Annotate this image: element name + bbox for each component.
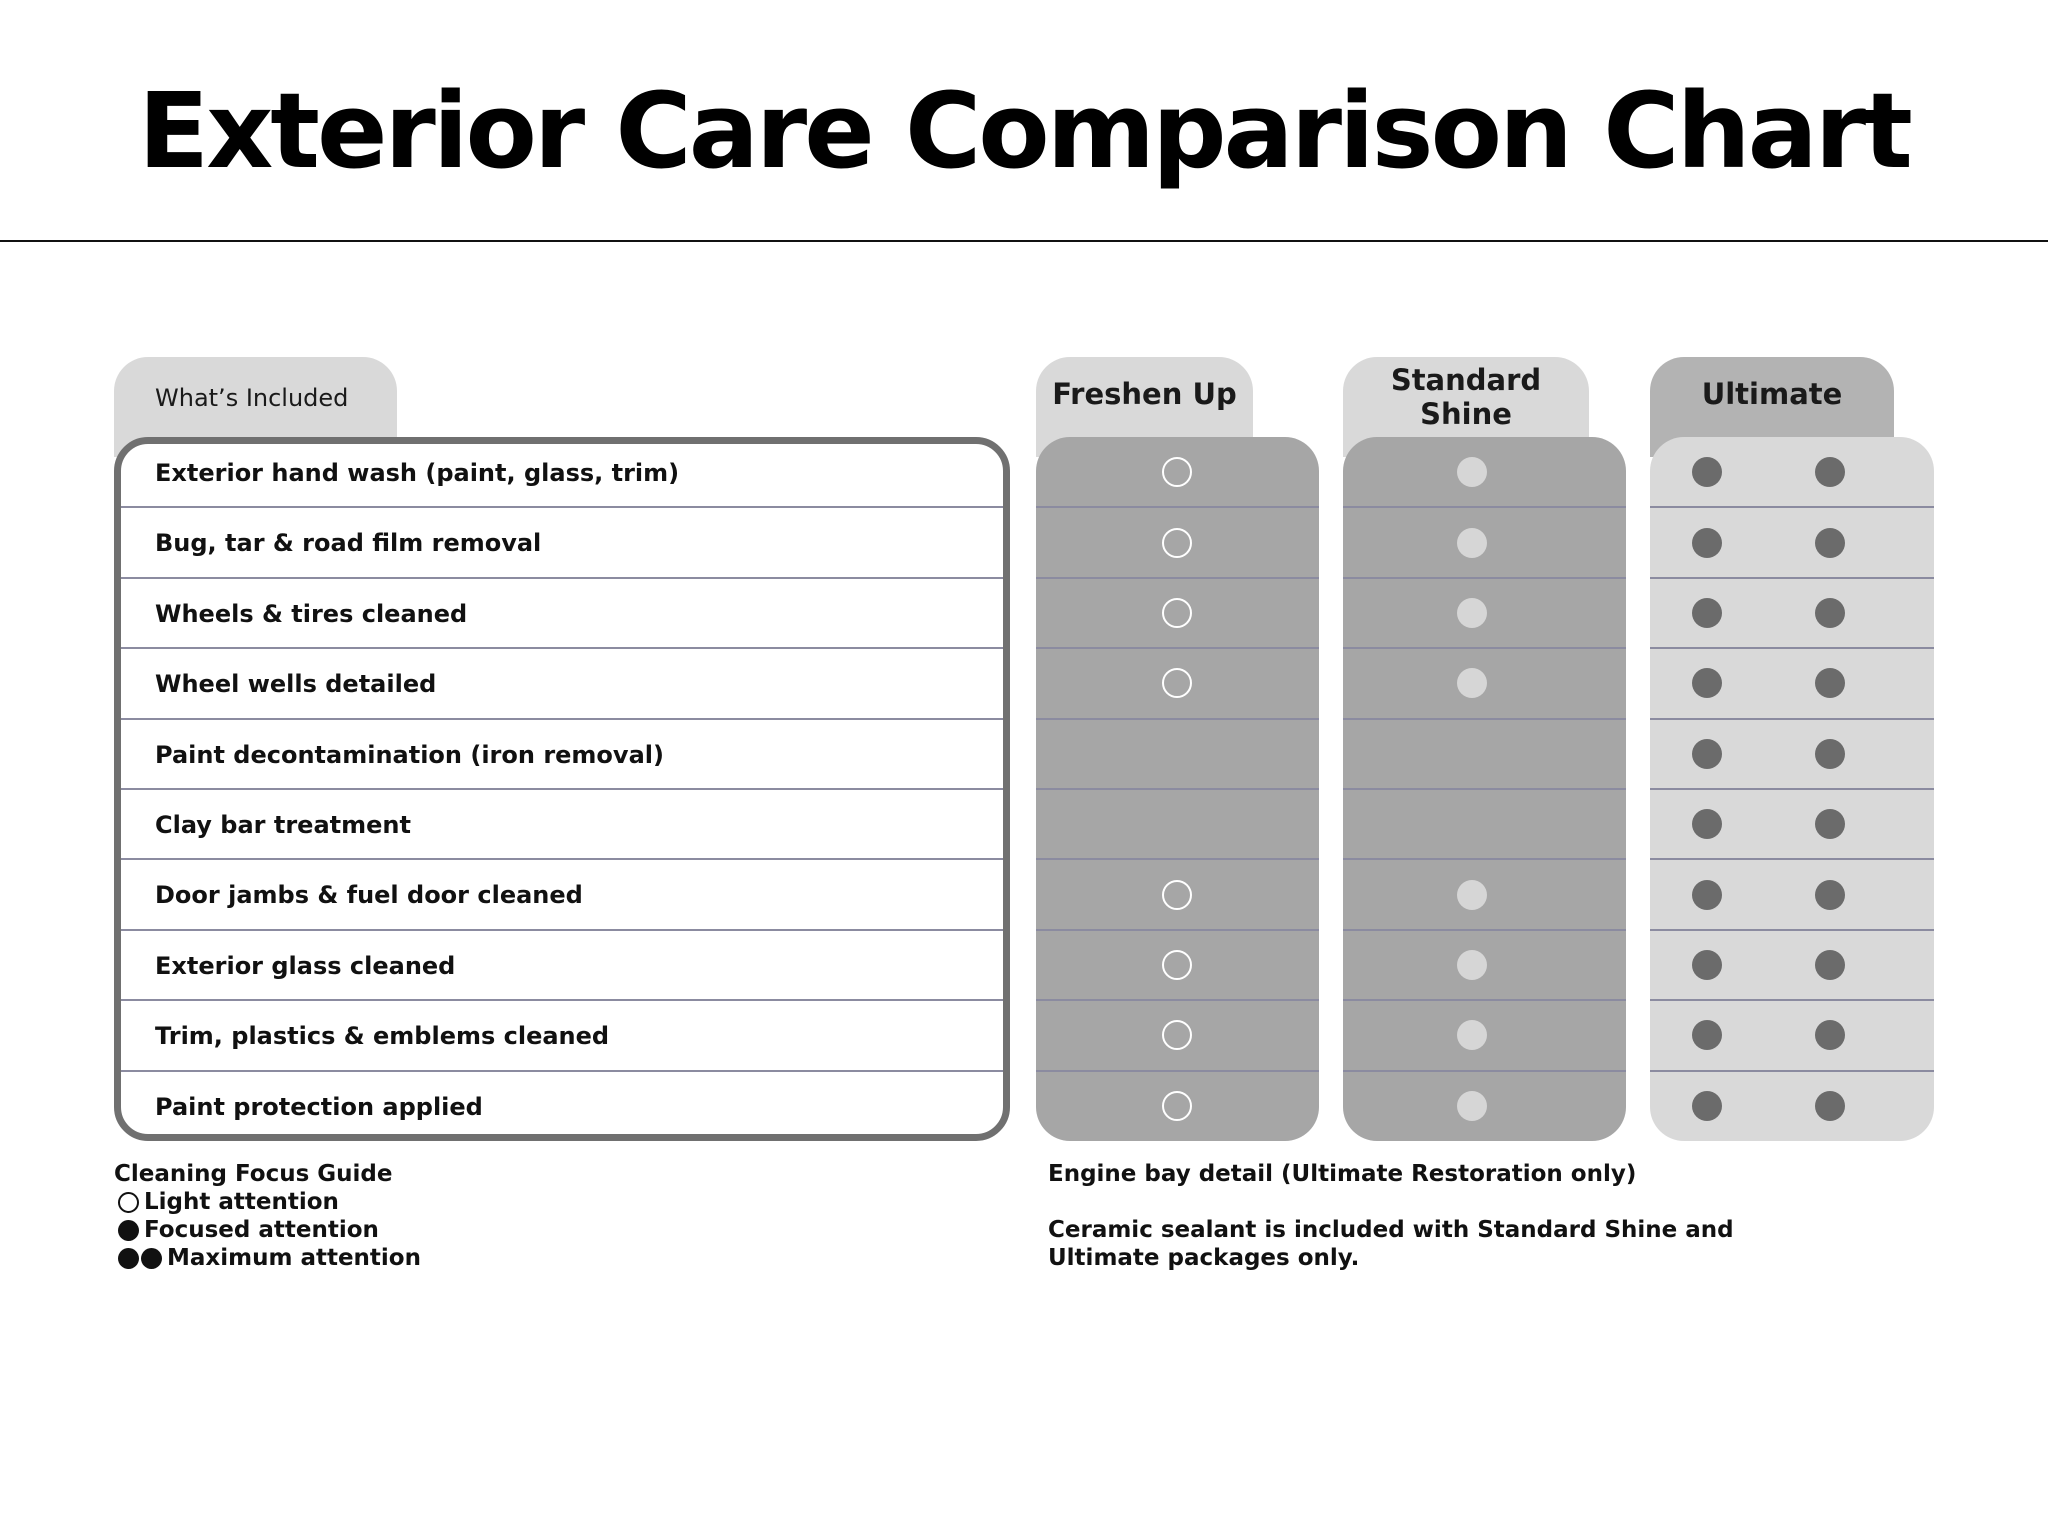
row-divider <box>1036 506 1319 508</box>
row-divider <box>1650 577 1934 579</box>
filled-circle-icon <box>141 1248 162 1269</box>
column-freshen-up <box>1036 437 1319 1141</box>
maximum-attention-dot <box>1815 668 1845 698</box>
legend-light <box>114 1188 421 1216</box>
title-divider <box>0 240 2048 242</box>
focused-attention-dot <box>1457 457 1487 487</box>
focused-attention-dot <box>1457 1091 1487 1121</box>
legend-light-label: Light attention <box>144 1189 339 1215</box>
maximum-attention-dot <box>1692 880 1722 910</box>
feature-row: Wheels & tires cleaned <box>155 599 468 628</box>
row-divider <box>121 1070 1003 1072</box>
column-standard-shine <box>1343 437 1626 1141</box>
light-attention-dot <box>1162 1020 1192 1050</box>
maximum-attention-dot <box>1815 880 1845 910</box>
maximum-attention-dot <box>1815 457 1845 487</box>
row-divider <box>121 929 1003 931</box>
light-attention-dot <box>1162 457 1192 487</box>
maximum-attention-dot <box>1815 739 1845 769</box>
maximum-attention-dot <box>1815 528 1845 558</box>
row-divider <box>1343 788 1626 790</box>
row-divider <box>121 718 1003 720</box>
maximum-attention-dot <box>1692 457 1722 487</box>
feature-row: Exterior glass cleaned <box>155 951 456 980</box>
maximum-attention-dot <box>1692 1091 1722 1121</box>
maximum-attention-dot <box>1692 950 1722 980</box>
feature-row: Door jambs & fuel door cleaned <box>155 881 583 910</box>
feature-row: Clay bar treatment <box>155 811 411 839</box>
row-divider <box>1036 858 1319 860</box>
row-divider <box>1036 718 1319 720</box>
maximum-attention-dot <box>1692 598 1722 628</box>
header-freshen-up: Freshen Up <box>1036 357 1253 457</box>
row-divider <box>1650 1070 1934 1072</box>
filled-circle-icon <box>118 1248 139 1269</box>
row-divider <box>1036 788 1319 790</box>
maximum-attention-dot <box>1692 528 1722 558</box>
row-divider <box>1343 506 1626 508</box>
maximum-attention-dot <box>1815 809 1845 839</box>
maximum-attention-dot <box>1815 1091 1845 1121</box>
header-whats-included: What’s Included <box>114 357 397 457</box>
light-attention-dot <box>1162 880 1192 910</box>
feature-row: Paint decontamination (iron removal) <box>155 740 664 769</box>
light-attention-dot <box>1162 528 1192 558</box>
row-divider <box>1650 788 1934 790</box>
maximum-attention-dot <box>1692 1020 1722 1050</box>
legend-focused <box>114 1216 421 1244</box>
note-ceramic-sealant: Ceramic sealant is included with Standard Shine and Ultimate packages only. <box>1048 1217 1734 1271</box>
focused-attention-dot <box>1457 528 1487 558</box>
filled-circle-icon <box>118 1220 139 1241</box>
page-title: Exterior Care Comparison Chart <box>138 70 1910 192</box>
focused-attention-dot <box>1457 1020 1487 1050</box>
notes <box>1048 1160 1808 1272</box>
feature-row: Bug, tar & road film removal <box>155 529 542 558</box>
maximum-attention-dot <box>1815 1020 1845 1050</box>
light-attention-dot <box>1162 598 1192 628</box>
row-divider <box>1650 999 1934 1001</box>
feature-row: Exterior hand wash (paint, glass, trim) <box>155 459 680 487</box>
row-divider <box>1650 718 1934 720</box>
feature-row: Wheel wells detailed <box>155 670 437 699</box>
note-engine-bay: Engine bay detail (Ultimate Restoration only) <box>1048 1161 1637 1187</box>
row-divider <box>1650 506 1934 508</box>
legend-title: Cleaning Focus Guide <box>114 1161 393 1187</box>
column-ultimate <box>1650 437 1934 1141</box>
row-divider <box>1036 647 1319 649</box>
row-divider <box>1036 577 1319 579</box>
row-divider <box>1036 999 1319 1001</box>
feature-row: Paint protection applied <box>155 1092 483 1121</box>
light-attention-dot <box>1162 950 1192 980</box>
row-divider <box>121 506 1003 508</box>
row-divider <box>1036 1070 1319 1072</box>
empty-circle-icon <box>118 1192 139 1213</box>
row-divider <box>121 858 1003 860</box>
maximum-attention-dot <box>1692 809 1722 839</box>
row-divider <box>121 647 1003 649</box>
legend-maximum <box>114 1244 421 1272</box>
row-divider <box>1650 647 1934 649</box>
maximum-attention-dot <box>1692 739 1722 769</box>
row-divider <box>121 999 1003 1001</box>
row-divider <box>1650 929 1934 931</box>
focused-attention-dot <box>1457 880 1487 910</box>
row-divider <box>1343 929 1626 931</box>
row-divider <box>1343 718 1626 720</box>
legend-focused-label: Focused attention <box>144 1217 379 1243</box>
row-divider <box>1343 647 1626 649</box>
maximum-attention-dot <box>1815 598 1845 628</box>
row-divider <box>1343 577 1626 579</box>
header-standard-shine: Standard Shine <box>1343 357 1589 457</box>
focused-attention-dot <box>1457 598 1487 628</box>
header-ultimate: Ultimate <box>1650 357 1894 457</box>
row-divider <box>121 788 1003 790</box>
legend <box>114 1160 421 1272</box>
row-divider <box>1650 858 1934 860</box>
feature-row: Trim, plastics & emblems cleaned <box>155 1022 610 1051</box>
row-divider <box>1036 929 1319 931</box>
focused-attention-dot <box>1457 668 1487 698</box>
legend-maximum-label: Maximum attention <box>167 1245 421 1271</box>
row-divider <box>1343 858 1626 860</box>
row-divider <box>1343 999 1626 1001</box>
row-divider <box>121 577 1003 579</box>
maximum-attention-dot <box>1692 668 1722 698</box>
features-list <box>114 437 1010 1141</box>
focused-attention-dot <box>1457 950 1487 980</box>
maximum-attention-dot <box>1815 950 1845 980</box>
light-attention-dot <box>1162 668 1192 698</box>
light-attention-dot <box>1162 1091 1192 1121</box>
row-divider <box>1343 1070 1626 1072</box>
